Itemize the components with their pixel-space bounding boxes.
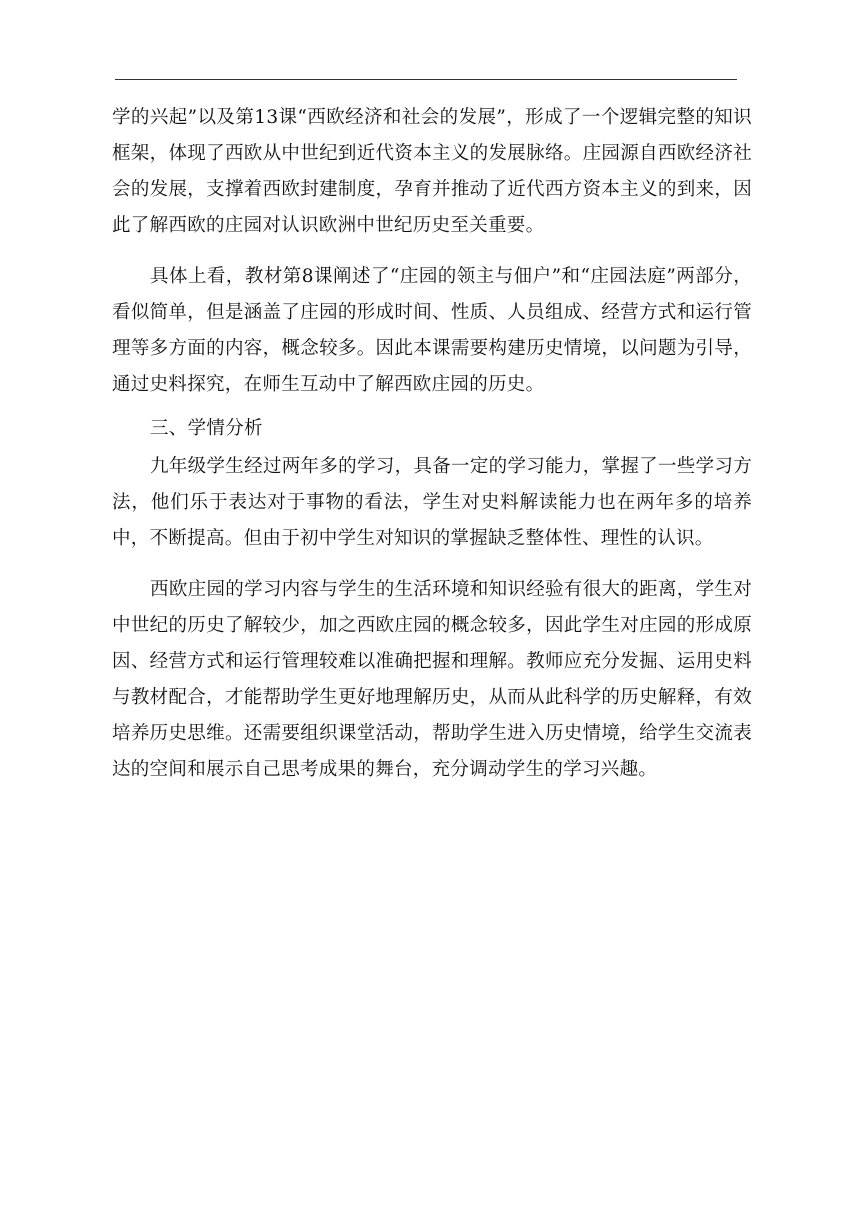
document-body — [112, 100, 752, 788]
section-heading-student-analysis: 三、学情分析 — [150, 418, 263, 439]
paragraph-continuation: 学的兴起”以及第13课“西欧经济和社会的发展”，形成了一个逻辑完整的知识框架，体现了西欧从中世纪到近代资本主义的发展脉络。庄园源自西欧经济社会的发展，支撑着西欧封建制度，孕育并推动了近代西方资本主义的到来，因此了解西欧的庄园对认识欧洲中世纪历史至关重要。 — [112, 107, 752, 236]
paragraph-student-ability: 九年级学生经过两年多的学习，具备一定的学习能力，掌握了一些学习方法，他们乐于表达对于事物的看法，学生对史料解读能力也在两年多的培养中，不断提高。但由于初中学生对知识的掌握缺乏整体性、理性的认识。 — [112, 456, 752, 549]
header-rule — [115, 79, 737, 80]
paragraph-textbook-analysis: 具体上看，教材第8课阐述了“庄园的领主与佃户”和“庄园法庭”两部分，看似简单，但是涵盖了庄园的形成时间、性质、人员组成、经营方式和运行管理等多方面的内容，概念较多。因此本课需要构建历史情境，以问题为引导，通过史料探究，在师生互动中了解西欧庄园的历史。 — [112, 266, 752, 395]
paragraph-manor-learning: 西欧庄园的学习内容与学生的生活环境和知识经验有很大的距离，学生对中世纪的历史了解较少，加之西欧庄园的概念较多，因此学生对庄园的形成原因、经营方式和运行管理较难以准确把握和理解。教师应充分发掘、运用史料与教材配合，才能帮助学生更好地理解历史，从而从此科学的历史解释，有效培养历史思维。还需要组织课堂活动，帮助学生进入历史情境，给学生交流表达的空间和展示自己思考成果的舞台，充分调动学生的学习兴趣。 — [112, 579, 752, 780]
